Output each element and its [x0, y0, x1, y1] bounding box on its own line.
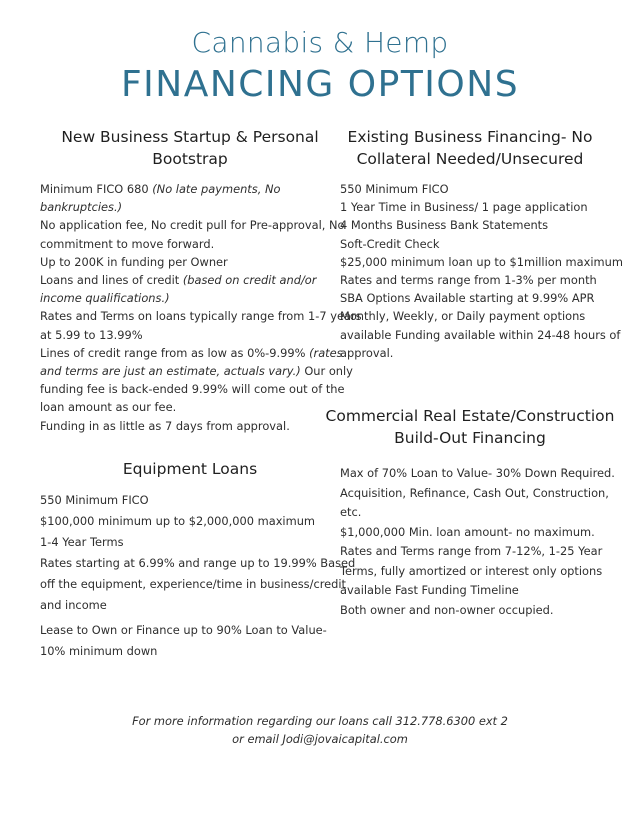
startup-fee-cont: loan amount as our fee.	[40, 400, 177, 415]
commercial-min-amount: $1,000,000 Min. loan amount- no maximum.	[340, 524, 595, 539]
equipment-rates-cont: off the equipment, experience/time in business/credit	[40, 577, 347, 591]
equipment-heading	[40, 458, 340, 480]
startup-heading-line2: Bootstrap	[152, 150, 228, 168]
startup-loans-lines-note-cont: income qualifications.)	[40, 291, 170, 306]
existing-fico: 550 Minimum FICO	[340, 182, 449, 196]
existing-payment-options: Monthly, Weekly, or Daily payment options	[340, 309, 586, 324]
commercial-uses-cont: etc.	[340, 505, 362, 519]
commercial-rates-cont: Terms, fully amortized or interest only options	[340, 563, 603, 578]
startup-details	[40, 180, 362, 435]
startup-funding-limit: Up to 200K in funding per Owner	[40, 254, 228, 269]
startup-fico-note-cont: bankruptcies.)	[40, 200, 123, 215]
commercial-ltv: Max of 70% Loan to Value- 30% Down Required.	[340, 466, 615, 480]
equipment-rates: Rates starting at 6.99% and range up to 19.99% Based	[40, 556, 356, 570]
commercial-uses: Acquisition, Refinance, Cash Out, Construction,	[340, 485, 609, 500]
existing-bank-statements: 4 Months Business Bank Statements	[340, 218, 549, 233]
existing-time-in-business: 1 Year Time in Business/ 1 page application	[340, 200, 588, 215]
startup-funding-time: Funding in as little as 7 days from approval.	[40, 418, 290, 433]
startup-fee-intro: Our only	[300, 364, 353, 379]
existing-funding-time-cont: approval.	[340, 345, 394, 360]
startup-loans-lines: Loans and lines of credit	[40, 273, 183, 288]
existing-heading-line2: Collateral Needed/Unsecured	[356, 150, 584, 168]
existing-credit-check: Soft-Credit Check	[340, 236, 440, 251]
commercial-rates: Rates and Terms range from 7-12%, 1-25 Year	[340, 544, 603, 558]
startup-fico-note: (No late payments, No	[152, 182, 281, 196]
commercial-heading-line1: Commercial Real Estate/Construction	[325, 407, 615, 425]
startup-lines-range-note: (rates	[309, 345, 343, 360]
equipment-lease-cont: 10% minimum down	[40, 644, 158, 658]
existing-details	[340, 180, 623, 362]
startup-loans-lines-note: (based on credit and/or	[182, 273, 317, 288]
startup-heading-line1: New Business Startup & Personal	[61, 128, 319, 146]
existing-amount: $25,000 minimum loan up to $1million maximum	[340, 254, 623, 269]
commercial-details	[340, 464, 615, 620]
commercial-heading-line2: Build-Out Financing	[394, 429, 546, 447]
existing-sba: SBA Options Available starting at 9.99% APR	[340, 291, 595, 306]
title-line1: Cannabis & Hemp	[191, 26, 449, 59]
existing-heading	[320, 126, 620, 170]
startup-fico: Minimum FICO 680	[40, 182, 153, 196]
equipment-heading-text: Equipment Loans	[122, 460, 258, 478]
startup-heading	[40, 126, 340, 170]
equipment-amount: $100,000 minimum up to $2,000,000 maximum	[40, 514, 316, 528]
existing-funding-time: available Funding available within 24-48 hours of	[340, 327, 621, 342]
startup-no-fee: No application fee, No credit pull for Pre-approval, No	[40, 218, 345, 233]
startup-estimate-note: and terms are just an estimate, actuals vary.)	[40, 364, 301, 379]
equipment-fico: 550 Minimum FICO	[40, 493, 149, 507]
footer-contact	[0, 712, 640, 748]
startup-fee: funding fee is back-ended 9.99% will come out of the	[40, 382, 345, 397]
equipment-details	[40, 490, 355, 662]
startup-lines-range: Lines of credit range from as low as 0%-9.99%	[40, 345, 310, 360]
commercial-heading	[320, 405, 620, 449]
footer-email-line: or email Jodi@jovaicapital.com	[232, 732, 408, 746]
equipment-lease: Lease to Own or Finance up to 90% Loan to Value-	[40, 623, 327, 637]
commercial-timeline: available Fast Funding Timeline	[340, 583, 519, 597]
commercial-occupancy: Both owner and non-owner occupied.	[340, 602, 554, 617]
footer-phone-line: For more information regarding our loans call 312.778.6300 ext 2	[132, 714, 508, 728]
existing-heading-line1: Existing Business Financing- No	[347, 128, 593, 146]
existing-rates: Rates and terms range from 1-3% per month	[340, 273, 597, 288]
title-line2: FINANCING OPTIONS	[120, 64, 520, 105]
equipment-rates-cont2: and income	[40, 598, 107, 612]
equipment-terms: 1-4 Year Terms	[40, 535, 124, 549]
startup-rates-cont: at 5.99 to 13.99%	[40, 327, 143, 342]
startup-rates: Rates and Terms on loans typically range from 1-7 years	[40, 309, 362, 324]
startup-no-fee-cont: commitment to move forward.	[40, 236, 215, 251]
